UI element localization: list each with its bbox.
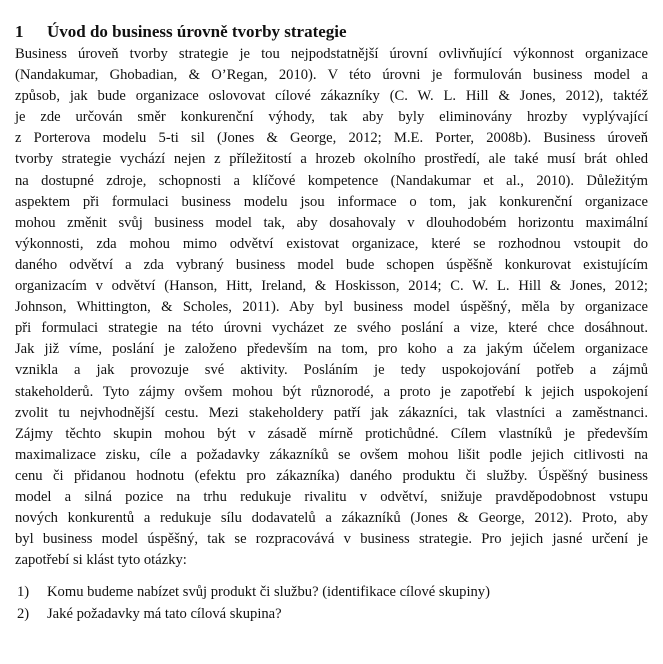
list-item-text: Jaké požadavky má tato cílová skupina? bbox=[47, 606, 282, 622]
paragraph-line: maximalizace zisku, cíle a požadavky zákazníků se ovšem mohou lišit podle jejich citlivosti na bbox=[15, 446, 648, 463]
paragraph-line: organizacím v odvětví (Hanson, Hitt, Ireland, & Hoskisson, 2014; C. W. L. Hill & Jones, 2012; bbox=[15, 278, 648, 295]
paragraph-line: zapotřebí si klást tyto otázky: bbox=[15, 552, 187, 569]
paragraph-line: daného odvětví a zda vybraný business model bude schopen úspěšně konkurovat existujícím bbox=[15, 256, 648, 273]
list-item bbox=[17, 603, 490, 625]
list-item-number: 1) bbox=[17, 584, 30, 600]
paragraph-line: aspektem při formulaci business modelu jsou informace o tom, jak konkurenční organizace bbox=[15, 193, 648, 210]
paragraph-line: výkonnosti, zda mohou mimo odvětví existovat organizace, které se rozhodnou vstoupit do bbox=[15, 235, 648, 252]
paragraph-line: model a silná pozice na trhu redukuje rivalitu v odvětví, snižuje pravděpodobnost vstupu bbox=[15, 488, 648, 505]
paragraph-line: zvolit tu nejvhodnější cestu. Mezi stakeholdery patří jak zákazníci, tak vlastníci a zaměstnanci. bbox=[15, 404, 648, 421]
paragraph-line: Jak již víme, poslání je založeno především na tom, pro koho a za jakým účelem organizace bbox=[15, 341, 648, 358]
body-paragraph bbox=[15, 44, 648, 571]
paragraph-line: mohou změnit svůj business model tak, aby dosahovaly v dlouhodobém horizontu maximální bbox=[15, 214, 648, 231]
paragraph-line: byl business model úspěšný, tak se rozpracovává v business strategie. Pro jejich jasné určení je bbox=[15, 531, 648, 548]
paragraph-line: tvorby strategie vychází nejen z příležitostí a hrozeb okolního prostředí, ale také musí brát ohled bbox=[15, 151, 648, 168]
paragraph-line: nových konkurentů a redukuje sílu dodavatelů a zákazníků (Jones & George, 2012). Proto, aby bbox=[15, 510, 648, 527]
section-heading bbox=[15, 22, 648, 42]
paragraph-line: z Porterova modelu 5-ti sil (Jones & George, 2012; M.E. Porter, 2008b). Business úroveň bbox=[15, 130, 648, 147]
paragraph-line: je zde určován směr konkurenční výhody, tak aby byly eliminovány hrozby vyplývající bbox=[15, 109, 648, 126]
paragraph-line: Johnson, Whittington, & Scholes, 2011). Aby byl business model úspěšný, měla by organizace bbox=[15, 299, 648, 316]
question-list bbox=[17, 581, 490, 625]
paragraph-line: vznikla a jak provozuje své aktivity. Posláním je tedy uspokojování potřeb a zájmů bbox=[15, 362, 648, 379]
paragraph-line: cenu či přidanou hodnotu (efektu pro zákazníka) daného produktu či služby. Úspěšný business bbox=[15, 467, 648, 484]
list-item-number: 2) bbox=[17, 606, 30, 622]
paragraph-line: Business úroveň tvorby strategie je tou nejpodstatnější úrovní ovlivňující výkonnost organizace bbox=[15, 46, 648, 62]
section-title: Úvod do business úrovně tvorby strategie bbox=[47, 22, 347, 41]
paragraph-line: (Nandakumar, Ghobadian, & O’Regan, 2010). V této úrovni je formulován business model a bbox=[15, 67, 648, 84]
paragraph-line: Zájmy těchto skupin mohou být v zásadě mírně protichůdné. Cílem vlastníků je především bbox=[15, 425, 648, 442]
document-page bbox=[15, 22, 648, 571]
list-item bbox=[17, 581, 490, 603]
paragraph-line: stakeholderů. Tyto zájmy ovšem mohou být různorodé, a proto je zapotřebí k jejich uspokojení bbox=[15, 383, 648, 400]
list-item-text: Komu budeme nabízet svůj produkt či službu? (identifikace cílové skupiny) bbox=[47, 584, 490, 600]
paragraph-line: na dostupné zdroje, schopnosti a klíčové kompetence (Nandakumar et al., 2010). Důležitým bbox=[15, 172, 648, 189]
paragraph-line: způsob, jak bude organizace oslovovat cílové zákazníky (C. W. L. Hill & Jones, 2012), taktéž bbox=[15, 88, 648, 105]
section-number: 1 bbox=[15, 22, 24, 41]
paragraph-line: při formulaci strategie na této úrovni vycházet ze svého poslání a vize, které chce dosáhnout. bbox=[15, 320, 648, 337]
